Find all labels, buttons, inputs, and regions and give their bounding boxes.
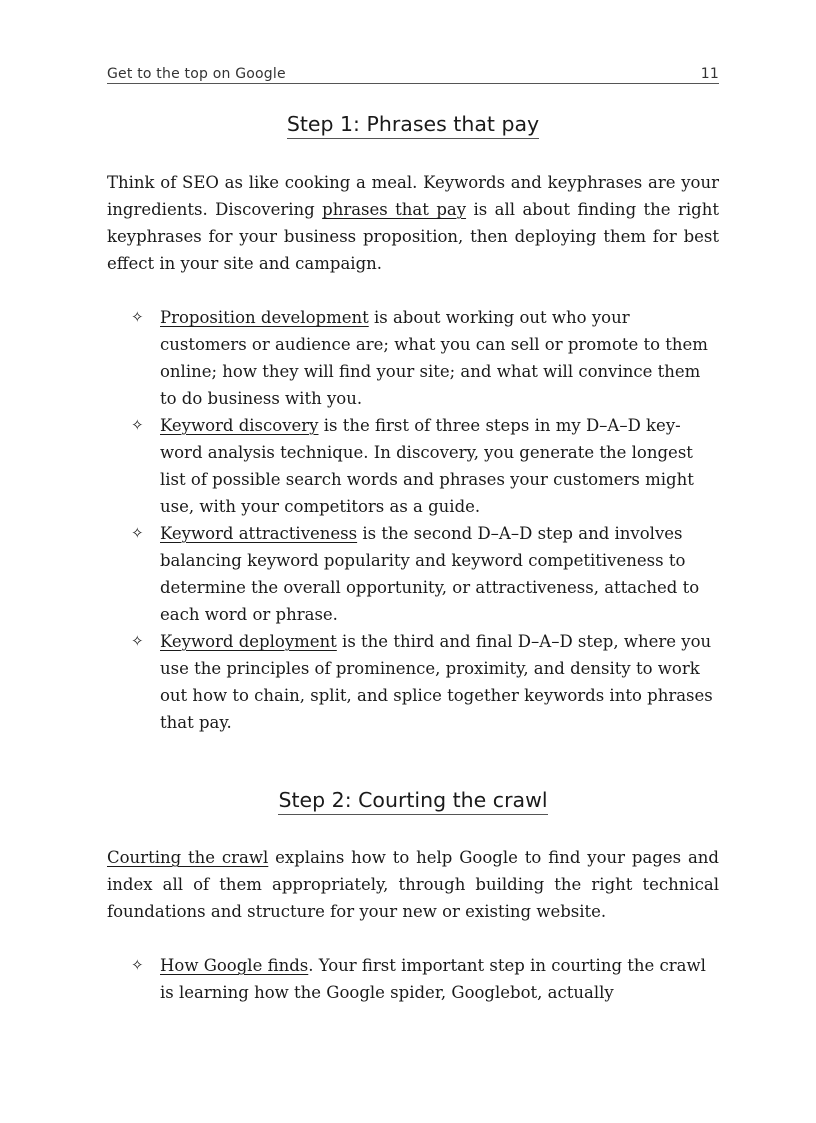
intro-paragraph-step2: Courting the crawl explains how to help Google to find your pages and index all of them appropriately, through building the right technical foundations and structure for your new or existing website. — [107, 848, 719, 921]
section-heading-step1: Step 1: Phrases that pay — [107, 112, 719, 136]
star-bullet-icon: ✧ — [131, 632, 144, 650]
star-bullet-icon: ✧ — [131, 416, 144, 434]
running-head — [107, 66, 719, 84]
section-heading-step2: Step 2: Courting the crawl — [107, 788, 719, 812]
bullet-list-step2 — [107, 952, 719, 1006]
term-link[interactable]: How Google finds — [160, 956, 309, 975]
list-item: ✧ Keyword attractiveness is the second D–A–D step and involves balancing keyword popularity and keyword competitiveness to determine the overall opportunity, or attractiveness, attached to each word or phrase. — [160, 520, 719, 628]
term-link[interactable]: Proposition development — [160, 308, 369, 327]
term-link[interactable]: Keyword discovery — [160, 416, 319, 435]
list-item: ✧ Keyword deployment is the third and final D–A–D step, where you use the principles of prominence, proximity, and density to work out how to chain, split, and splice together keywords into phrases that pay. — [160, 628, 719, 736]
term-link[interactable]: Keyword attractiveness — [160, 524, 358, 543]
bullet-list-step1 — [107, 304, 719, 736]
page — [107, 66, 719, 1006]
courting-the-crawl-link[interactable]: Courting the crawl — [107, 848, 269, 867]
list-item: ✧ Proposition development is about working out who your customers or audience are; what you can sell or promote to them online; how they will find your site; and what will convince them to do business with you. — [160, 304, 719, 412]
star-bullet-icon: ✧ — [131, 524, 144, 542]
term-link[interactable]: Keyword deployment — [160, 632, 337, 651]
list-item: ✧ Keyword discovery is the first of three steps in my D–A–D key-word analysis technique. In discovery, you generate the longest list of possible search words and phrases your customers might use, with your competitors as a guide. — [160, 412, 719, 520]
phrases-that-pay-link[interactable]: phrases that pay — [322, 200, 467, 219]
running-title: Get to the top on Google — [107, 66, 286, 82]
star-bullet-icon: ✧ — [131, 308, 144, 326]
intro-paragraph-step1: Think of SEO as like cooking a meal. Keywords and keyphrases are your ingredients. Discovering phrases that pay is all about finding the right keyphrases for your business proposition, then deploying them for best effect in your site and campaign. — [107, 173, 719, 273]
star-bullet-icon: ✧ — [131, 956, 144, 974]
list-item: ✧ How Google finds. Your first important step in courting the crawl is learning how the Google spider, Googlebot, actually — [160, 952, 719, 1006]
page-number: 11 — [700, 66, 719, 82]
